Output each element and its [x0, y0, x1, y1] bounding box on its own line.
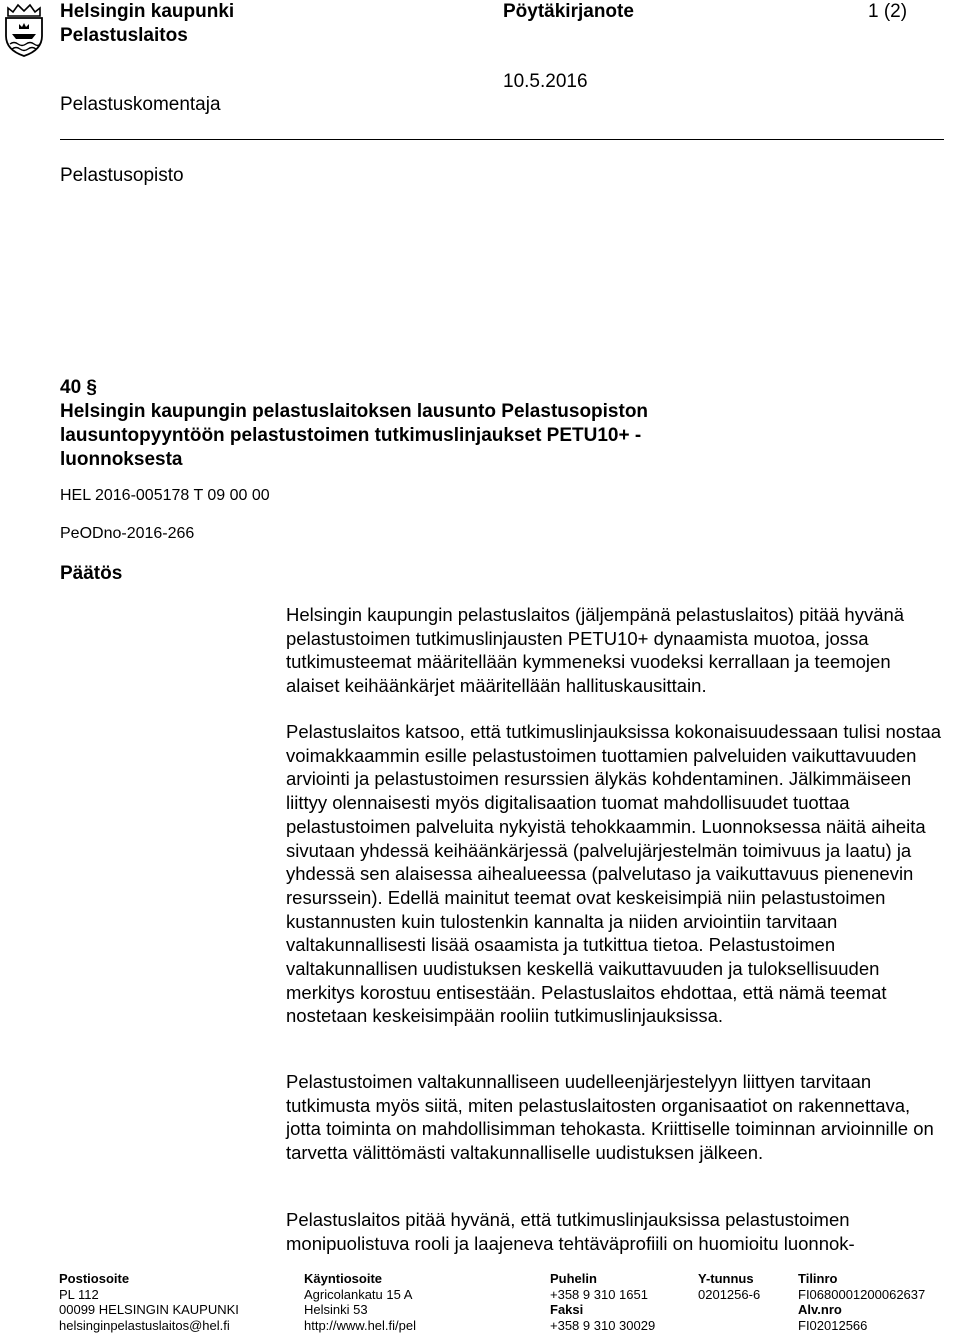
item-title: Helsingin kaupungin pelastuslaitoksen lausunto Pelastusopiston lausuntopyyntöön pelastustoimen tutkimuslinjaukset PETU10+ -luonnoksesta — [60, 401, 649, 470]
footer-vat-number: FI02012566 — [798, 1317, 868, 1333]
decision-heading: Päätös — [60, 563, 123, 584]
footer-phone — [550, 1271, 655, 1333]
footer-visiting-heading: Käyntiosoite — [304, 1271, 383, 1286]
footer-business-id — [698, 1271, 760, 1302]
section-line — [60, 376, 760, 400]
footer-fax-number: +358 9 310 30029 — [550, 1317, 656, 1333]
footer-email[interactable]: helsinginpelastuslaitos@hel.fi — [59, 1317, 230, 1333]
document-type: Pöytäkirjanote — [503, 1, 634, 22]
item-heading — [60, 376, 760, 472]
page-number: 1 (2) — [868, 1, 908, 22]
paragraph-2: Pelastuslaitos katsoo, että tutkimuslinjauksissa kokonaisuudessaan tulisi nostaa voimakkaammin esille pelastustoimen tuottamien palveluiden vaikuttavuuden arviointi ja pelastustoimen resurssien älykäs kohdentaminen. Jälkimmäiseen liittyy olennaisesti myös digitalisaation tuomat mahdollisuudet tuottaa pelastustoimen palveluita nykyistä tehokkaammin. Luonnoksessa näitä aiheita sivutaan yhdessä keihäänkärjessä (palvelujärjestelmän toimivuus ja laatu) ja yhdessä sen alaisessa aihealueessa (palvelutaso ja vaikuttavuus pienenevin resurssein). Edellä mainitut teemat ovat keskeisimpiä niin pelastustoimen kustannusten kuin tulostenkin kannalta ja niiden arviointiin tarvitaan valtakunnallisesti lisää osaamista ja tutkittua tietoa. Pelastustoimen valtakunnallisen uudistuksen keskellä vaikuttavuuden ja tuloksellisuuden merkitys korostuu entisestään. Pelastuslaitos ehdottaa, että nämä teemat nostetaan keskeisimpään rooliin tutkimuslinjauksissa. — [286, 721, 942, 1027]
organization-name: Helsingin kaupunki — [60, 1, 235, 22]
footer-fax-heading: Faksi — [550, 1302, 584, 1317]
footer-account-heading: Tilinro — [798, 1271, 838, 1286]
helsinki-crest-icon — [2, 2, 46, 58]
footer-phone-heading: Puhelin — [550, 1271, 597, 1286]
footer-vat-heading: Alv.nro — [798, 1302, 842, 1317]
footer-website[interactable]: http://www.hel.fi/pel — [304, 1317, 416, 1333]
section-sign: § — [86, 377, 97, 398]
footer-postal — [59, 1271, 239, 1333]
recipient: Pelastusopisto — [60, 165, 184, 186]
footer-postal-box: PL 112 — [59, 1286, 99, 1302]
decision-maker: Pelastuskomentaja — [60, 94, 221, 115]
section-number: 40 — [60, 377, 82, 398]
footer-visiting — [304, 1271, 416, 1333]
footer-city: Helsinki 53 — [304, 1302, 368, 1317]
header-divider — [60, 139, 944, 140]
footer-postal-heading: Postiosoite — [59, 1271, 130, 1286]
footer-business-id-heading: Y-tunnus — [698, 1271, 754, 1286]
paragraph-3: Pelastustoimen valtakunnalliseen uudelleenjärjestelyyn liittyen tarvitaan tutkimusta myös siitä, miten pelastuslaitosten organisaatiot on rakennettava, jotta toiminta on mahdollisimman tehokasta. Kriittiselle toiminnan arvioinnille on tarvetta välittömästi valtakunnalliselle uudistuksen jälkeen. — [286, 1071, 934, 1164]
footer-business-id-value: 0201256-6 — [698, 1286, 761, 1302]
footer-account-number: FI0680001200062637 — [798, 1286, 926, 1302]
peodno-number: PeODno-2016-266 — [60, 525, 195, 542]
footer-phone-number: +358 9 310 1651 — [550, 1286, 648, 1302]
document-date: 10.5.2016 — [503, 71, 588, 92]
paragraph-1: Helsingin kaupungin pelastuslaitos (jäljempänä pelastuslaitos) pitää hyvänä pelastustoimen tutkimuslinjausten PETU10+ dynaamista muotoa, jossa tutkimusteemat määritellään kymmeneksi vuodeksi kerrallaan ja teemojen alaiset keihäänkärjet määritellään hallituskausittain. — [286, 604, 905, 697]
footer-account — [798, 1271, 925, 1333]
paragraph-4: Pelastuslaitos pitää hyvänä, että tutkimuslinjauksissa pelastustoimen monipuolistuva rooli ja laajeneva tehtäväprofiili on huomioitu luonnok- — [286, 1209, 855, 1254]
unit-name: Pelastuslaitos — [60, 25, 188, 46]
footer-street: Agricolankatu 15 A — [304, 1286, 413, 1302]
footer-postal-code: 00099 HELSINGIN KAUPUNKI — [59, 1302, 239, 1317]
diary-number: HEL 2016-005178 T 09 00 00 — [60, 487, 270, 504]
